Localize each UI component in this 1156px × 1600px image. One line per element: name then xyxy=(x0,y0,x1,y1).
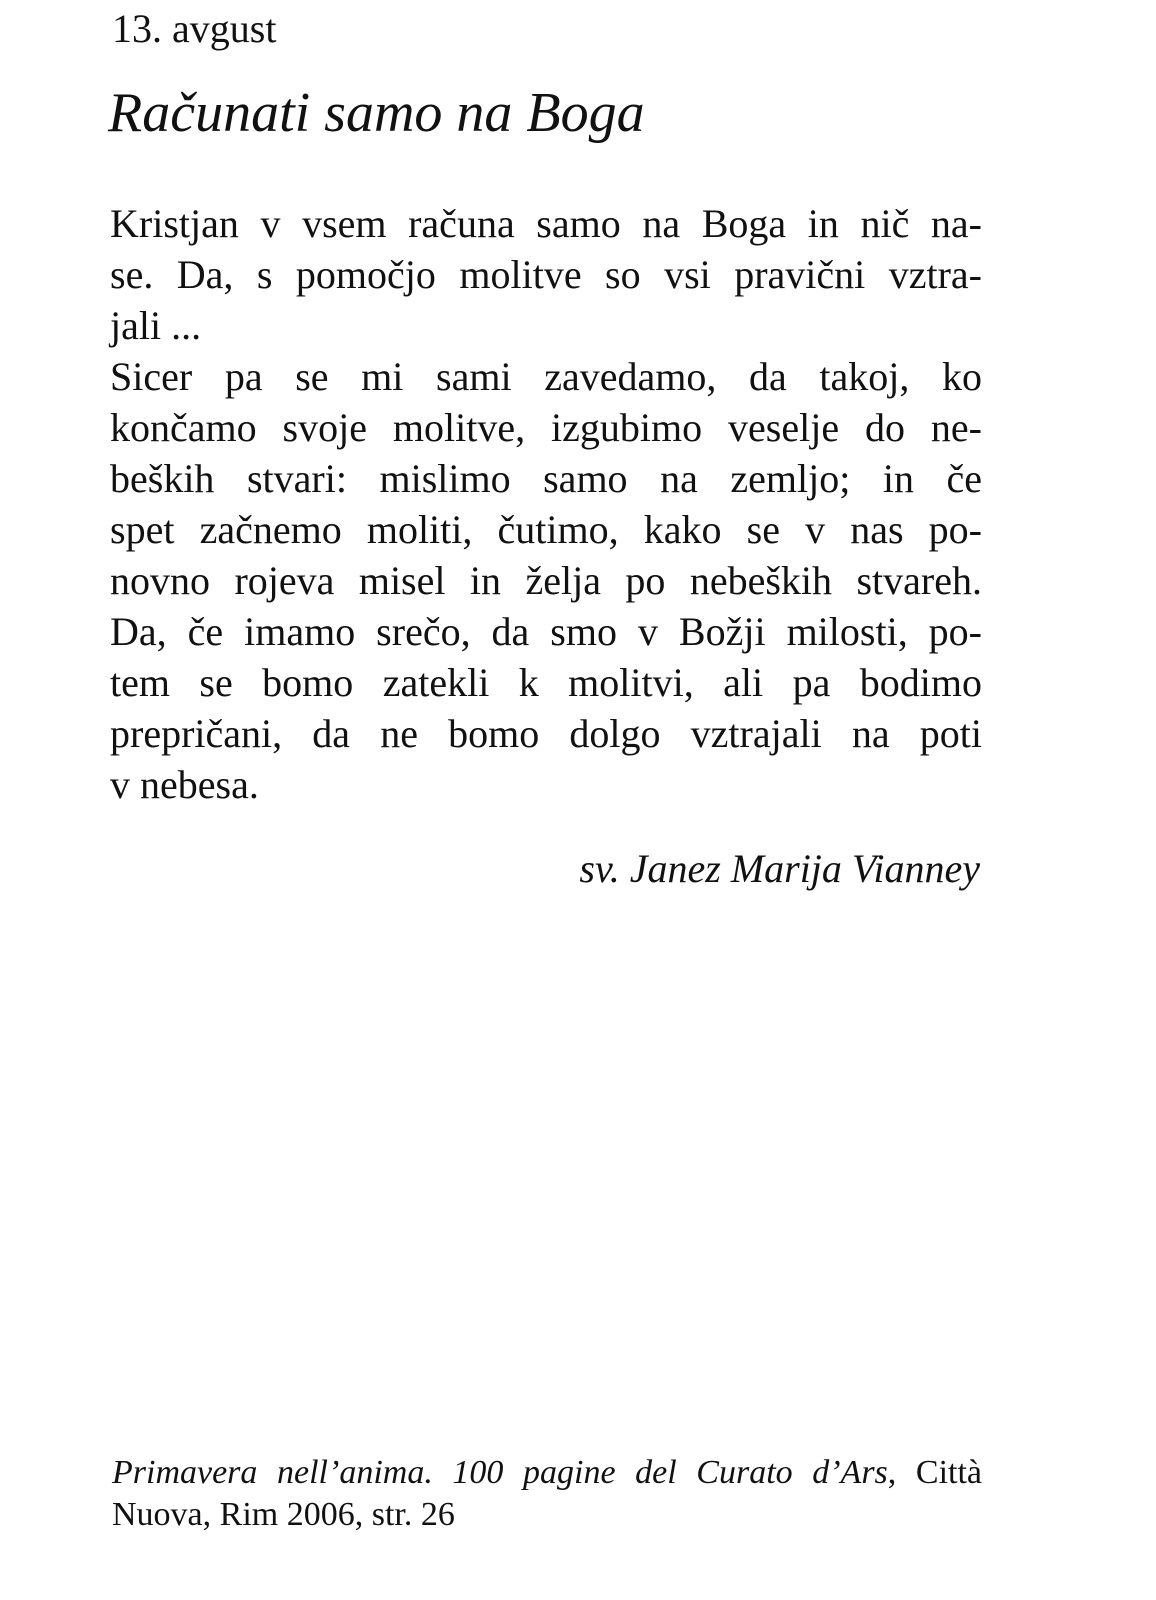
body-line: končamo svoje molitve, izgubimo veselje do ne- xyxy=(110,405,982,450)
body-line: Kristjan v vsem računa samo na Boga in nič na- xyxy=(110,201,982,246)
body-line: spet začnemo moliti, čutimo, kako se v nas po- xyxy=(110,507,982,552)
source-book-title: Primavera nell’anima. 100 pagine del Curato d’Ars xyxy=(112,1454,888,1491)
body-line: Sicer pa se mi sami zavedamo, da takoj, ko xyxy=(110,354,982,399)
body-line: v nebesa. xyxy=(110,762,259,807)
source-citation xyxy=(112,1452,982,1536)
source-publisher-part2: Nuova, Rim 2006, str. 26 xyxy=(112,1496,455,1533)
body-line: beških stvari: mislimo samo na zemljo; in če xyxy=(110,456,982,501)
body-line: prepričani, da ne bomo dolgo vztrajali na poti xyxy=(110,711,982,756)
entry-title: Računati samo na Boga xyxy=(108,82,645,144)
quote-body xyxy=(110,198,982,810)
body-line: tem se bomo zatekli k molitvi, ali pa bodimo xyxy=(110,660,982,705)
body-line: se. Da, s pomočjo molitve so vsi pravični vztra- xyxy=(110,252,982,297)
source-line-1 xyxy=(112,1452,982,1494)
quote-author: sv. Janez Marija Vianney xyxy=(579,846,980,891)
body-line: jali ... xyxy=(110,303,202,348)
body-line: Da, če imamo srečo, da smo v Božji milosti, po- xyxy=(110,609,982,654)
source-publisher-part1: , Città xyxy=(887,1454,983,1491)
entry-date: 13. avgust xyxy=(112,6,277,51)
body-line: novno rojeva misel in želja po nebeških stvareh. xyxy=(110,558,982,603)
